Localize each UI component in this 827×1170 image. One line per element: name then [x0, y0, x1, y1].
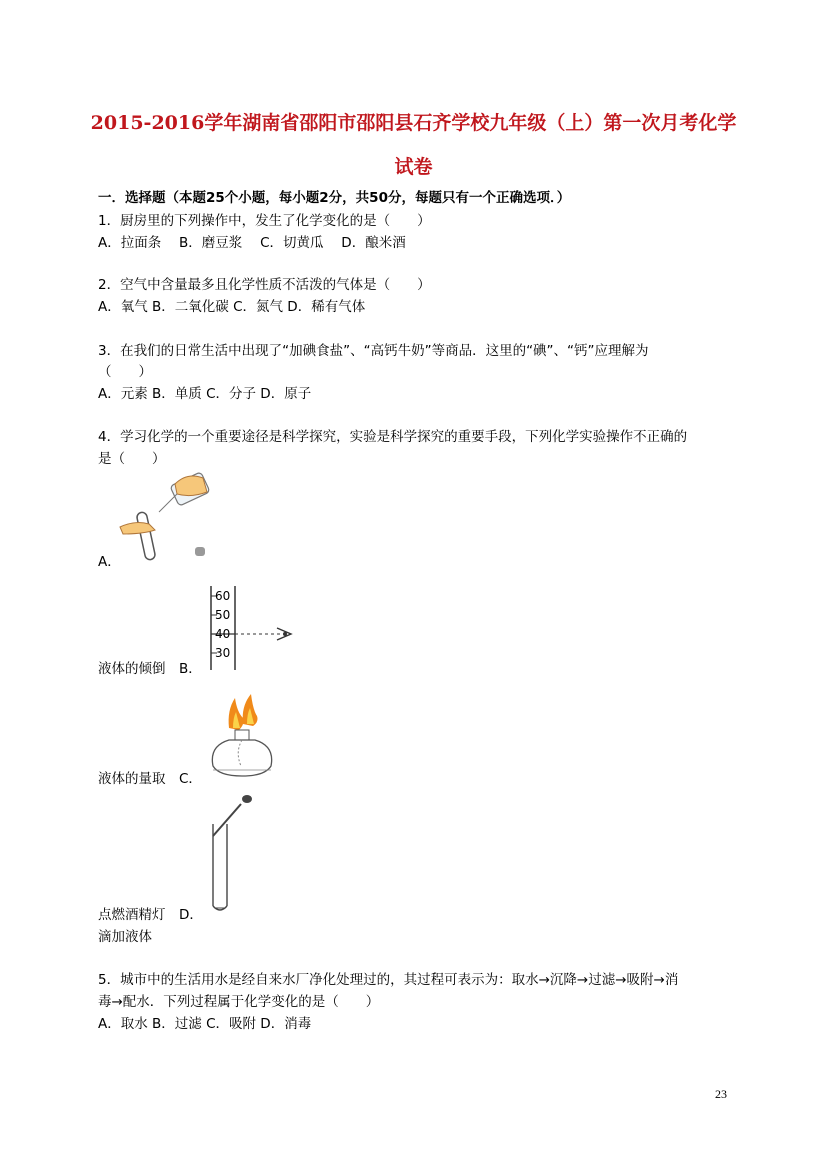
question-5-options: A．取水 B．过滤 C．吸附 D．消毒: [98, 1016, 312, 1032]
cylinder-tick-50: 50: [215, 608, 231, 622]
question-1-stem: 1．厨房里的下列操作中，发生了化学变化的是（ ）: [98, 213, 431, 229]
alcohol-lamp-figure: [205, 690, 275, 785]
cylinder-tick-40: 40: [215, 627, 231, 641]
question-3-stem-cont: （ ）: [98, 364, 152, 380]
question-2-options: A．氧气 B．二氧化碳 C．氮气 D．稀有气体: [98, 299, 366, 315]
question-3-options: A．元素 B．单质 C．分子 D．原子: [98, 386, 312, 402]
cylinder-tick-30: 30: [215, 646, 231, 660]
document-title-line1: 2015-2016学年湖南省邵阳市邵阳县石齐学校九年级（上）第一次月考化学: [90, 112, 737, 134]
question-3-stem: 3．在我们的日常生活中出现了“加碘食盐”、“高钙牛奶”等商品．这里的“碘”、“钙”应理解为: [98, 343, 649, 359]
option-d-caption: 滴加液体: [98, 929, 152, 945]
option-b-label: 液体的倾倒 B．: [98, 661, 202, 677]
question-1-options: A．拉面条 B．磨豆浆 C．切黄瓜 D．酿米酒: [98, 235, 406, 251]
page-number: 23: [715, 1087, 727, 1101]
graduated-cylinder-figure: [205, 582, 305, 672]
pouring-liquid-figure: [115, 472, 215, 567]
question-5-stem: 5．城市中的生活用水是经自来水厂净化处理过的，其过程可表示为：取水→沉降→过滤→吸附→消: [98, 972, 679, 988]
cylinder-tick-60: 60: [215, 589, 231, 603]
question-4-stem: 4．学习化学的一个重要途径是科学探究，实验是科学探究的重要手段，下列化学实验操作不正确的: [98, 429, 688, 445]
option-a-label: A．: [98, 554, 121, 570]
option-d-label: 点燃酒精灯 D．: [98, 907, 203, 923]
question-4-stem-cont: 是（ ）: [98, 451, 166, 467]
document-title-line2: 试卷: [394, 156, 433, 178]
question-5-stem-cont: 毒→配水．下列过程属于化学变化的是（ ）: [98, 994, 380, 1010]
dropper-figure: [205, 794, 265, 918]
question-2-stem: 2．空气中含量最多且化学性质不活泼的气体是（ ）: [98, 277, 431, 293]
option-c-label: 液体的量取 C．: [98, 771, 202, 787]
section-heading: 一．选择题（本题25个小题，每小题2分，共50分，每题只有一个正确选项．）: [98, 190, 571, 206]
